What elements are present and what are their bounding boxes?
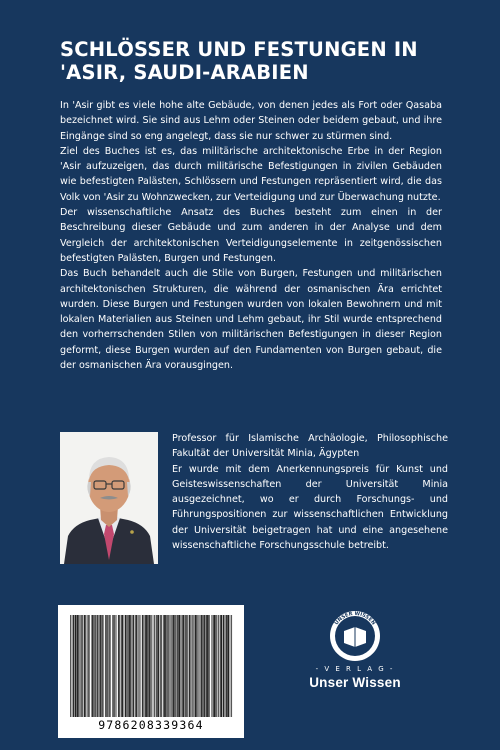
isbn-number: 9786208339364 bbox=[98, 718, 204, 732]
title-line-1: SCHLÖSSER UND FESTUNGEN IN bbox=[60, 38, 418, 61]
publisher-logo bbox=[300, 598, 410, 708]
bio-award: Er wurde mit dem Anerkennungspreis für Kunst und Geisteswissenschaften der Universität Minia ausgezeichnet, wo er durch Forschungs- und Führungspositionen zur wissenschaftlichen Entwicklung der Universität beigetragen hat und eine angesehene wissenschaftliche Forschungsschule betreibt. bbox=[172, 463, 448, 552]
description-paragraph: Das Buch behandelt auch die Stile von Burgen, Festungen und militärischen architektonischen Strukturen, die während der osmanischen Ära errichtet wurden. Diese Burgen und Festungen wurden von lokalen Bewohnern und mit lokalen Materialien aus Steinen und Lehm gebaut, ihr Stil wurde entsprechend den vorherrschenden Stilen von militärischen Befestigungen in dieser Region geformt, diese Burgen wurden auf den Fundamenten von Burgen gebaut, die der osmanischen Ära vorausgingen. bbox=[60, 268, 442, 372]
description-paragraph: Ziel des Buches ist es, das militärische architektonische Erbe in der Region 'Asir aufzuzeigen, das durch militärische Befestigungen in zivilen Gebäuden wie befestigten Palästen, Schlössern und Festungen repräsentiert wird, die das Volk von 'Asir zu Wohnzwecken, zur Verteidigung und zur Überwachung nutzte. bbox=[60, 145, 442, 203]
title-line-2: 'ASIR, SAUDI-ARABIEN bbox=[60, 61, 309, 84]
description-paragraph: Der wissenschaftliche Ansatz des Buches besteht zum einen in der Beschreibung dieser Gebäude und zum anderen in der Analyse und dem Vergleich der architektonischen Verteidigungselemente in zeitgenössischen befestigten Palästen, Burgen und Festungen. bbox=[60, 207, 442, 264]
author-portrait-icon bbox=[60, 432, 158, 564]
publisher-emblem-text: UNSER WISSEN bbox=[333, 610, 377, 627]
book-description bbox=[60, 98, 442, 373]
publisher-name: Unser Wissen bbox=[309, 675, 401, 690]
book-title bbox=[60, 38, 480, 84]
barcode bbox=[58, 605, 244, 738]
author-photo bbox=[60, 432, 158, 564]
description-paragraph: In 'Asir gibt es viele hohe alte Gebäude, von denen jedes als Fort oder Qasaba bezeichnet wird. Sie sind aus Lehm oder Steinen oder beidem gebaut, und ihre Eingänge sind so eng angelegt, dass sie nur schwer zu stürmen sind. bbox=[60, 100, 442, 142]
bio-affiliation: Professor für Islamische Archäologie, Philosophische Fakultät der Universität Minia, Ägypten bbox=[172, 433, 448, 460]
publisher-verlag-label: - V E R L A G - bbox=[315, 665, 395, 673]
author-bio bbox=[172, 431, 448, 553]
